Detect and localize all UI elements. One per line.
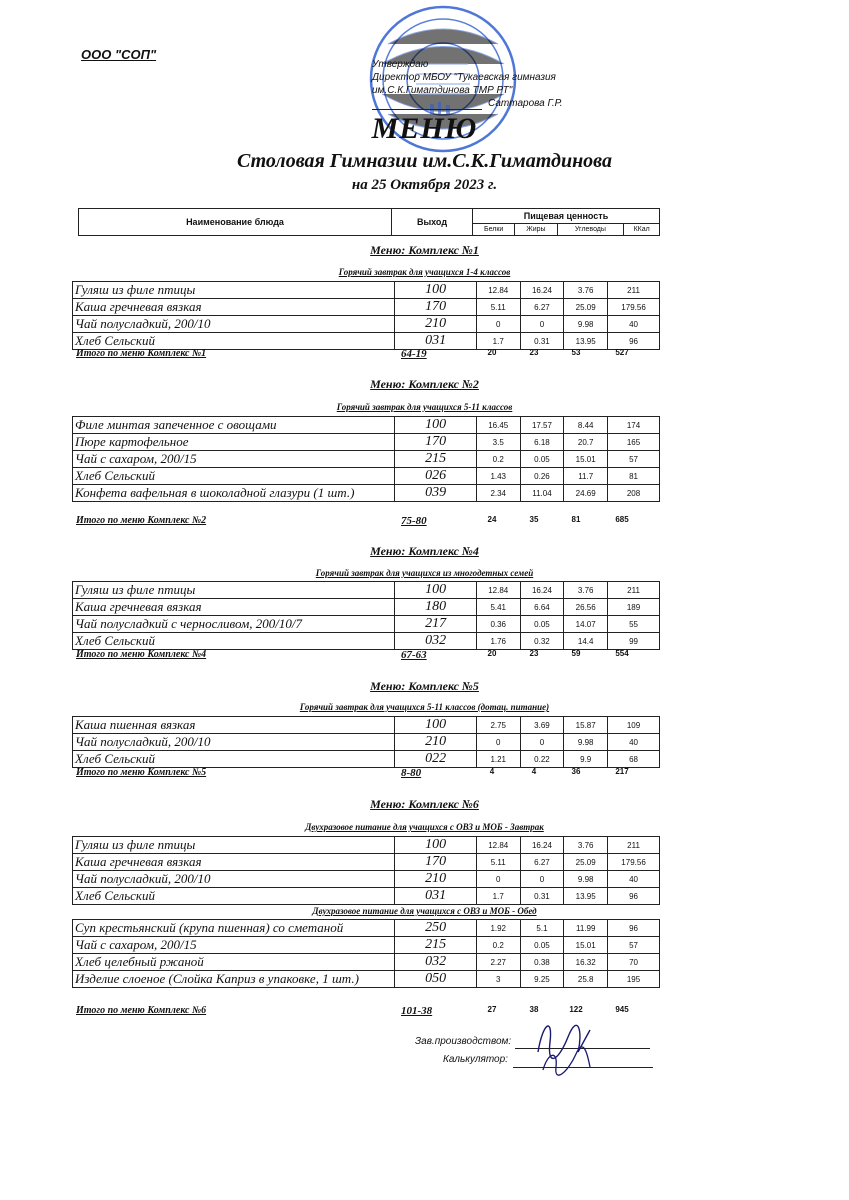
dish-output: 217 — [395, 616, 476, 633]
table-row — [73, 468, 660, 485]
dish-name: Гуляш из филе птицы — [73, 837, 395, 854]
table-row — [73, 282, 660, 299]
total-kcal: 945 — [615, 1005, 629, 1014]
header-kcal: ККал — [624, 224, 660, 236]
table-row — [73, 417, 660, 434]
total-kcal: 554 — [615, 649, 629, 658]
dish-output: 210 — [395, 316, 476, 333]
dish-name: Хлеб Сельский — [73, 633, 395, 650]
kcal-value: 109 — [608, 717, 660, 734]
dish-output: 210 — [395, 871, 476, 888]
menu-table — [72, 716, 660, 768]
protein-value: 1.7 — [476, 888, 520, 905]
dish-output: 100 — [395, 282, 476, 299]
protein-value: 1.76 — [476, 633, 520, 650]
calculator-label: Калькулятор: — [443, 1054, 508, 1065]
carbs-value: 15.01 — [564, 937, 608, 954]
handwritten-signatures — [528, 1012, 608, 1077]
fat-value: 16.24 — [520, 582, 564, 599]
table-row — [73, 316, 660, 333]
fat-value: 0.05 — [520, 937, 564, 954]
section-title: Меню: Комплекс №5 — [370, 679, 479, 693]
fat-value: 16.24 — [520, 837, 564, 854]
dish-name: Суп крестьянский (крупа пшенная) со сметаной — [73, 920, 395, 937]
protein-value: 12.84 — [476, 582, 520, 599]
dish-name: Чай полусладкий, 200/10 — [73, 871, 395, 888]
fat-value: 6.27 — [520, 854, 564, 871]
group-subtitle: Горячий завтрак для учащихся 5-11 классов — [336, 402, 513, 412]
dish-name: Конфета вафельная в шоколадной глазури (1 шт.) — [73, 485, 395, 502]
kcal-value: 165 — [608, 434, 660, 451]
table-row — [73, 871, 660, 888]
carbs-value: 20.7 — [564, 434, 608, 451]
menu-date: на 25 Октября 2023 г. — [351, 177, 498, 193]
dish-output: 100 — [395, 837, 476, 854]
carbs-value: 14.07 — [564, 616, 608, 633]
approval-signer-row — [372, 97, 632, 110]
protein-value: 0 — [476, 871, 520, 888]
table-row — [73, 599, 660, 616]
total-label: Итого по меню Комплекс №5 — [76, 767, 207, 778]
dish-name: Гуляш из филе птицы — [73, 282, 395, 299]
dish-name: Чай полусладкий, 200/10 — [73, 316, 395, 333]
carbs-value: 25.8 — [564, 971, 608, 988]
header-protein: Белки — [473, 224, 515, 236]
approval-line-1: Утверждаю — [372, 59, 429, 70]
carbs-value: 13.95 — [564, 888, 608, 905]
dish-name: Хлеб Сельский — [73, 333, 395, 350]
dish-output: 170 — [395, 854, 476, 871]
carbs-value: 25.09 — [564, 854, 608, 871]
protein-value: 1.7 — [476, 333, 520, 350]
total-kcal: 527 — [615, 348, 629, 357]
menu-table — [72, 919, 660, 988]
organization-name: ООО "СОП" — [81, 47, 157, 62]
table-row — [73, 888, 660, 905]
protein-value: 0 — [476, 316, 520, 333]
dish-name: Чай полусладкий, 200/10 — [73, 734, 395, 751]
dish-output: 250 — [395, 920, 476, 937]
fat-value: 5.1 — [520, 920, 564, 937]
header-nutrition: Пищевая ценность — [473, 209, 660, 224]
kcal-value: 211 — [608, 282, 660, 299]
table-row — [73, 751, 660, 768]
production-label: Зав.производством: — [415, 1036, 512, 1047]
carbs-value: 26.56 — [564, 599, 608, 616]
dish-output: 170 — [395, 434, 476, 451]
carbs-value: 24.69 — [564, 485, 608, 502]
kcal-value: 99 — [608, 633, 660, 650]
table-row — [73, 920, 660, 937]
fat-value: 11.04 — [520, 485, 564, 502]
total-protein: 24 — [487, 515, 497, 524]
total-carbs: 53 — [571, 348, 581, 357]
dish-output: 050 — [395, 971, 476, 988]
section-title: Меню: Комплекс №2 — [370, 377, 479, 391]
dish-name: Каша гречневая вязкая — [73, 599, 395, 616]
kcal-value: 57 — [608, 451, 660, 468]
header-carbs: Углеводы — [557, 224, 624, 236]
kcal-value: 96 — [608, 888, 660, 905]
carbs-value: 11.7 — [564, 468, 608, 485]
group-subtitle: Двухразовое питание для учащихся с ОВЗ и МОБ - Обед — [312, 906, 537, 916]
fat-value: 0 — [520, 316, 564, 333]
fat-value: 16.24 — [520, 282, 564, 299]
kcal-value: 179.56 — [608, 854, 660, 871]
protein-value: 12.84 — [476, 282, 520, 299]
header-dish: Наименование блюда — [79, 209, 392, 236]
fat-value: 6.18 — [520, 434, 564, 451]
section-title: Меню: Комплекс №4 — [370, 544, 479, 558]
total-kcal: 217 — [615, 767, 629, 776]
protein-value: 5.41 — [476, 599, 520, 616]
dish-output: 210 — [395, 734, 476, 751]
group-subtitle: Горячий завтрак для учащихся из многодетных семей — [315, 568, 534, 578]
total-carbs: 122 — [569, 1005, 583, 1014]
fat-value: 0.05 — [520, 451, 564, 468]
table-row — [73, 837, 660, 854]
dish-name: Чай полусладкий с черносливом, 200/10/7 — [73, 616, 395, 633]
total-protein: 4 — [489, 767, 495, 776]
total-carbs: 59 — [571, 649, 581, 658]
total-label: Итого по меню Комплекс №2 — [76, 515, 207, 526]
kcal-value: 55 — [608, 616, 660, 633]
dish-name: Изделие слоеное (Слойка Каприз в упаковке, 1 шт.) — [73, 971, 395, 988]
fat-value: 0.31 — [520, 888, 564, 905]
dish-name: Чай с сахаром, 200/15 — [73, 937, 395, 954]
table-row — [73, 954, 660, 971]
dish-name: Каша пшенная вязкая — [73, 717, 395, 734]
menu-table — [72, 581, 660, 650]
dish-output: 039 — [395, 485, 476, 502]
table-row — [73, 717, 660, 734]
table-row — [73, 937, 660, 954]
total-fat: 4 — [531, 767, 537, 776]
approval-line-3: им.С.К.Гиматдинова ТМР РТ" — [372, 85, 513, 96]
total-protein: 27 — [487, 1005, 497, 1014]
total-fat: 23 — [529, 649, 539, 658]
total-price: 101-38 — [401, 1005, 433, 1017]
total-fat: 38 — [529, 1005, 539, 1014]
carbs-value: 15.87 — [564, 717, 608, 734]
carbs-value: 15.01 — [564, 451, 608, 468]
fat-value: 6.27 — [520, 299, 564, 316]
kcal-value: 68 — [608, 751, 660, 768]
section-total — [76, 767, 660, 779]
header-output: Выход — [392, 209, 473, 236]
dish-output: 032 — [395, 954, 476, 971]
group-subtitle: Горячий завтрак для учащихся 1-4 классов — [338, 267, 511, 277]
protein-value: 2.34 — [476, 485, 520, 502]
section-total — [76, 515, 660, 527]
protein-value: 5.11 — [476, 854, 520, 871]
table-row — [73, 451, 660, 468]
carbs-value: 3.76 — [564, 582, 608, 599]
header-fat: Жиры — [515, 224, 557, 236]
total-price: 8-80 — [401, 767, 422, 779]
kcal-value: 179.56 — [608, 299, 660, 316]
fat-value: 0.22 — [520, 751, 564, 768]
dish-name: Хлеб целебный ржаной — [73, 954, 395, 971]
table-row — [73, 854, 660, 871]
table-row — [73, 299, 660, 316]
dish-name: Гуляш из филе птицы — [73, 582, 395, 599]
protein-value: 1.92 — [476, 920, 520, 937]
section-total — [76, 649, 660, 661]
approval-signer: Саттарова Г.Р. — [488, 98, 563, 109]
fat-value: 3.69 — [520, 717, 564, 734]
table-row — [73, 616, 660, 633]
carbs-value: 13.95 — [564, 333, 608, 350]
signature-line — [372, 109, 482, 110]
carbs-value: 3.76 — [564, 837, 608, 854]
total-protein: 20 — [487, 649, 497, 658]
carbs-value: 3.76 — [564, 282, 608, 299]
dish-output: 022 — [395, 751, 476, 768]
dish-output: 215 — [395, 937, 476, 954]
total-fat: 23 — [529, 348, 539, 357]
fat-value: 9.25 — [520, 971, 564, 988]
kcal-value: 40 — [608, 871, 660, 888]
carbs-value: 9.98 — [564, 871, 608, 888]
kcal-value: 70 — [608, 954, 660, 971]
carbs-value: 8.44 — [564, 417, 608, 434]
protein-value: 3 — [476, 971, 520, 988]
dish-output: 032 — [395, 633, 476, 650]
dish-output: 026 — [395, 468, 476, 485]
protein-value: 1.43 — [476, 468, 520, 485]
column-header-table — [78, 208, 660, 236]
kcal-value: 174 — [608, 417, 660, 434]
table-row — [73, 434, 660, 451]
dish-name: Филе минтая запеченное с овощами — [73, 417, 395, 434]
dish-name: Хлеб Сельский — [73, 888, 395, 905]
total-carbs: 36 — [571, 767, 581, 776]
total-label: Итого по меню Комплекс №6 — [76, 1005, 207, 1016]
dish-output: 031 — [395, 333, 476, 350]
group-subtitle: Двухразовое питание для учащихся с ОВЗ и МОБ - Завтрак — [305, 822, 544, 832]
total-price: 64-19 — [401, 348, 427, 360]
dish-name: Чай с сахаром, 200/15 — [73, 451, 395, 468]
table-row — [73, 971, 660, 988]
carbs-value: 16.32 — [564, 954, 608, 971]
section-title: Меню: Комплекс №1 — [370, 243, 479, 257]
protein-value: 2.75 — [476, 717, 520, 734]
carbs-value: 9.98 — [564, 316, 608, 333]
kcal-value: 208 — [608, 485, 660, 502]
dish-output: 100 — [395, 582, 476, 599]
menu-table — [72, 281, 660, 350]
fat-value: 0 — [520, 734, 564, 751]
kcal-value: 195 — [608, 971, 660, 988]
group-subtitle: Горячий завтрак для учащихся 5-11 классов (дотац. питание) — [299, 702, 550, 712]
carbs-value: 14.4 — [564, 633, 608, 650]
carbs-value: 11.99 — [564, 920, 608, 937]
protein-value: 16.45 — [476, 417, 520, 434]
kcal-value: 40 — [608, 734, 660, 751]
total-price: 75-80 — [401, 515, 427, 527]
protein-value: 5.11 — [476, 299, 520, 316]
dish-name: Хлеб Сельский — [73, 468, 395, 485]
dish-output: 170 — [395, 299, 476, 316]
kcal-value: 57 — [608, 937, 660, 954]
table-row — [73, 734, 660, 751]
protein-value: 12.84 — [476, 837, 520, 854]
protein-value: 3.5 — [476, 434, 520, 451]
dish-output: 031 — [395, 888, 476, 905]
protein-value: 1.21 — [476, 751, 520, 768]
kcal-value: 211 — [608, 837, 660, 854]
protein-value: 0 — [476, 734, 520, 751]
dish-output: 180 — [395, 599, 476, 616]
section-title: Меню: Комплекс №6 — [370, 797, 479, 811]
total-label: Итого по меню Комплекс №4 — [76, 649, 207, 660]
dish-name: Каша гречневая вязкая — [73, 299, 395, 316]
kcal-value: 96 — [608, 333, 660, 350]
menu-table — [72, 416, 660, 502]
table-row — [73, 633, 660, 650]
menu-table — [72, 836, 660, 905]
kcal-value: 211 — [608, 582, 660, 599]
protein-value: 2.27 — [476, 954, 520, 971]
dish-name: Пюре картофельное — [73, 434, 395, 451]
page-subtitle: Столовая Гимназии им.С.К.Гиматдинова — [237, 150, 612, 172]
table-row — [73, 333, 660, 350]
fat-value: 17.57 — [520, 417, 564, 434]
protein-value: 0.2 — [476, 937, 520, 954]
protein-value: 0.36 — [476, 616, 520, 633]
table-row — [73, 485, 660, 502]
carbs-value: 9.98 — [564, 734, 608, 751]
page-title: МЕНЮ — [371, 112, 478, 145]
fat-value: 0 — [520, 871, 564, 888]
kcal-value: 40 — [608, 316, 660, 333]
fat-value: 0.32 — [520, 633, 564, 650]
table-row — [73, 582, 660, 599]
fat-value: 0.26 — [520, 468, 564, 485]
approval-line-2: Директор МБОУ "Тукаевская гимназия — [372, 72, 556, 83]
dish-name: Хлеб Сельский — [73, 751, 395, 768]
dish-output: 215 — [395, 451, 476, 468]
total-protein: 20 — [487, 348, 497, 357]
fat-value: 0.05 — [520, 616, 564, 633]
total-fat: 35 — [529, 515, 539, 524]
total-carbs: 81 — [571, 515, 581, 524]
fat-value: 0.38 — [520, 954, 564, 971]
total-label: Итого по меню Комплекс №1 — [76, 348, 207, 359]
kcal-value: 96 — [608, 920, 660, 937]
total-kcal: 685 — [615, 515, 629, 524]
dish-name: Каша гречневая вязкая — [73, 854, 395, 871]
section-total — [76, 348, 660, 360]
fat-value: 6.64 — [520, 599, 564, 616]
fat-value: 0.31 — [520, 333, 564, 350]
total-price: 67-63 — [401, 649, 427, 661]
dish-output: 100 — [395, 417, 476, 434]
carbs-value: 9.9 — [564, 751, 608, 768]
carbs-value: 25.09 — [564, 299, 608, 316]
dish-output: 100 — [395, 717, 476, 734]
kcal-value: 81 — [608, 468, 660, 485]
approval-block — [372, 58, 632, 110]
protein-value: 0.2 — [476, 451, 520, 468]
kcal-value: 189 — [608, 599, 660, 616]
